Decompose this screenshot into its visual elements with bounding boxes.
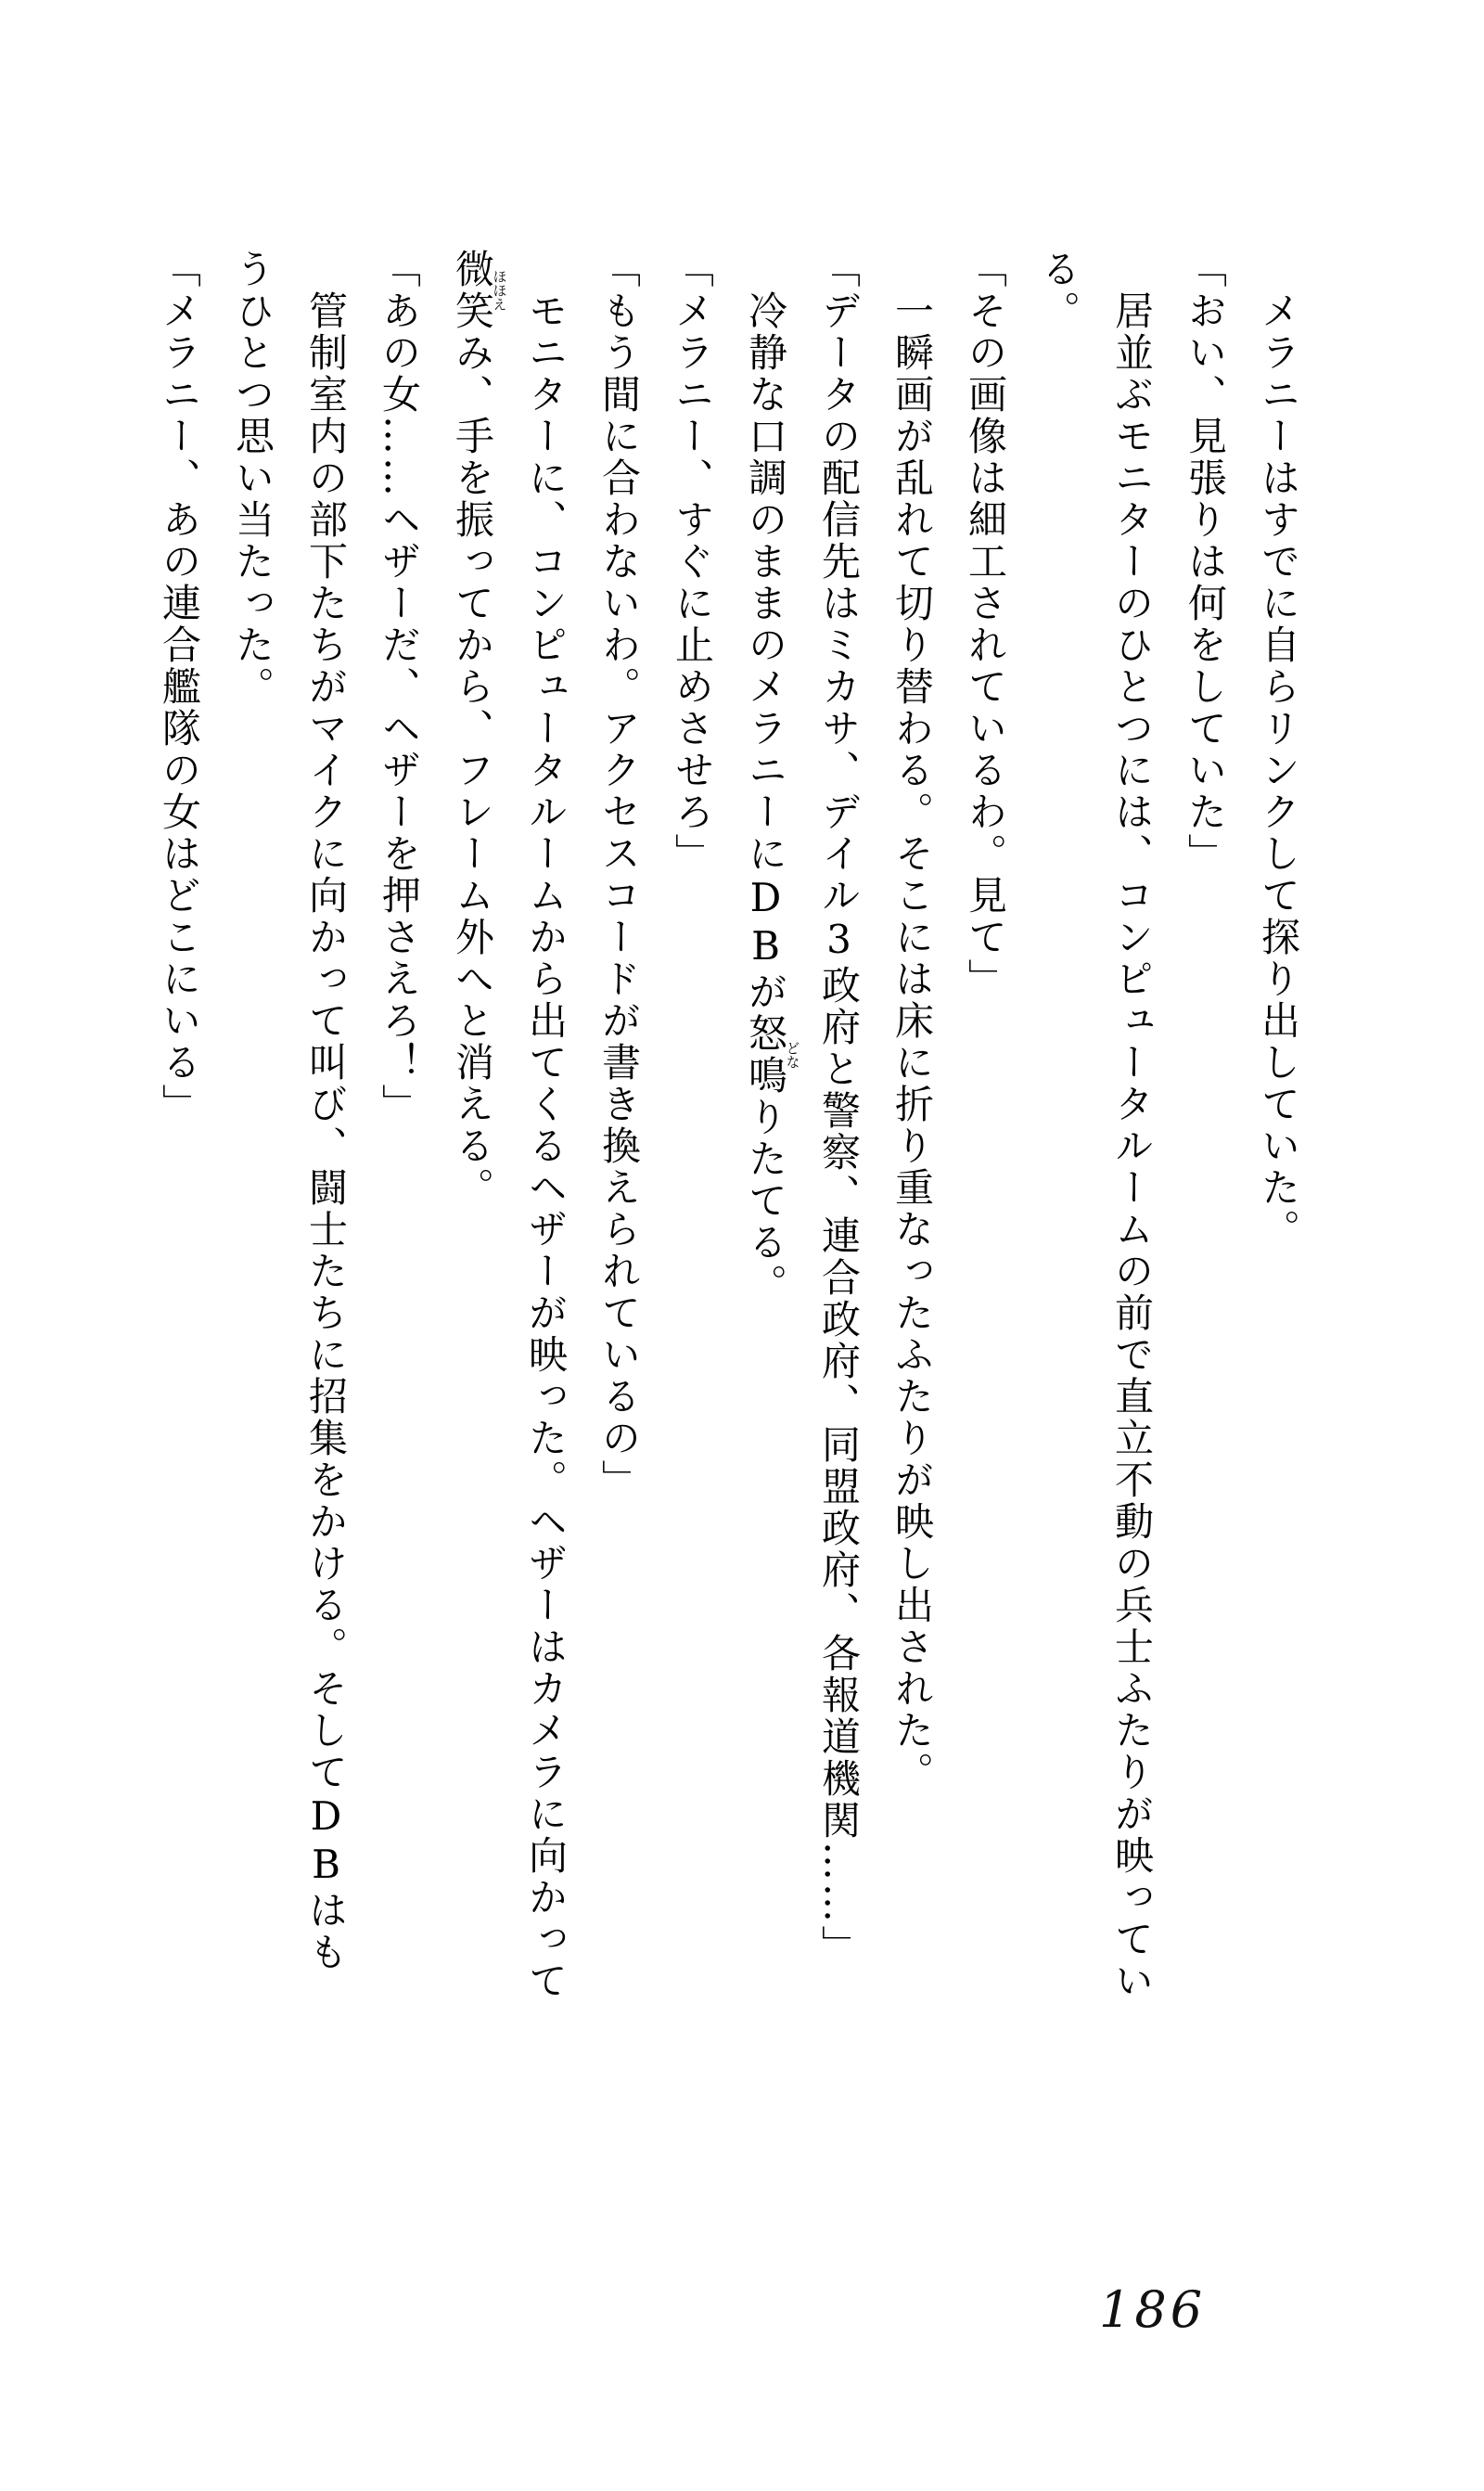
paragraph: 冷静な口調のままのメラニーにDBが怒鳴どなりたてる。 (743, 290, 801, 1305)
paragraph: 「あの女……ヘザーだ、ヘザーを押さえろ！」 (377, 249, 422, 1125)
paragraph: 「メラニー、すぐに止めさせろ」 (670, 249, 715, 875)
paragraph: 「もう間に合わないわ。アクセスコードが書き換えられているの」 (596, 249, 642, 1501)
paragraph: メラニーはすでに自らリンクして探り出していた。 (1256, 290, 1301, 1251)
paragraph: 「おい、見張りは何をしていた」 (1183, 249, 1228, 875)
upright-latin-text: DB (743, 875, 788, 971)
paragraph: 「データの配信先はミカサ、デイル3政府と警察、連合政府、同盟政府、各報道機関……」 (816, 249, 862, 1967)
paragraph: 「メラニー、あの連合艦隊の女はどこにいる」 (157, 249, 202, 1125)
paragraph: モニターに、コンピュータルームから出てくるヘザーが映った。ヘザーはカメラに向かって微笑ほほえみ、手を振ってから、フレーム外へと消える。 (450, 249, 569, 2002)
paragraph: 「その画像は細工されているわ。見て」 (963, 249, 1008, 1000)
page-number: 186 (1099, 2280, 1207, 2339)
ruby-annotated-word: 怒鳴どな (743, 1013, 801, 1097)
vertical-text-block (137, 249, 1315, 2011)
paragraph: 一瞬画が乱れて切り替わる。そこには床に折り重なったふたりが映し出された。 (889, 290, 935, 1793)
paragraph: 管制室内の部下たちがマイクに向かって叫び、闘士たちに招集をかける。そしてDBはもうひとつ思い当たった。 (230, 249, 349, 1973)
paragraph: 居並ぶモニターのひとつには、コンピュータルームの前で直立不動の兵士ふたりが映っている。 (1036, 249, 1155, 2002)
upright-latin-text: 3 (816, 917, 862, 965)
ruby-annotated-word: 微笑ほほえ (450, 249, 508, 332)
upright-latin-text: DB (303, 1793, 349, 1890)
